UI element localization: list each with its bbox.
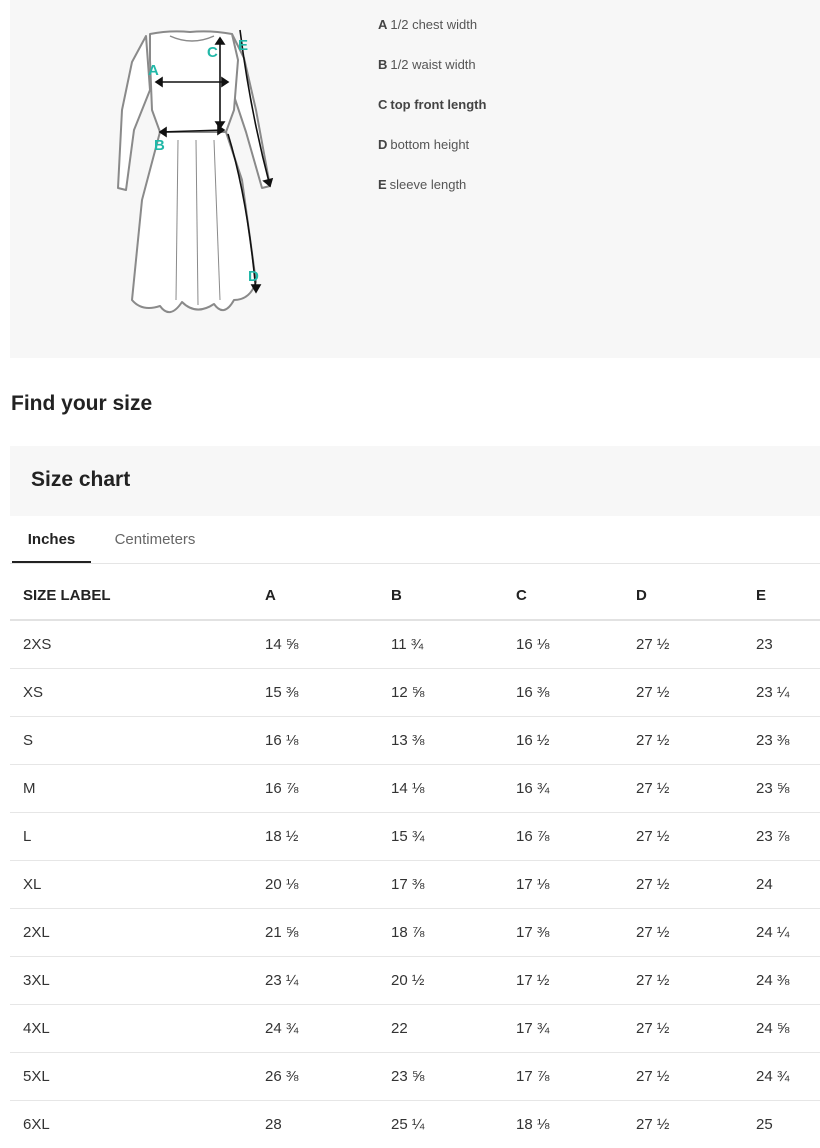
legend-text: 1/2 waist width: [390, 57, 475, 72]
size-label-cell: S: [10, 717, 265, 765]
column-header-c: C: [516, 572, 636, 620]
e-cell: 23 ⅝: [756, 765, 820, 813]
d-cell: 27 ½: [636, 765, 756, 813]
measurement-legend: [378, 16, 486, 216]
size-label-cell: 2XS: [10, 620, 265, 669]
marker-e: E: [238, 37, 248, 54]
dress-diagram-icon: [108, 22, 288, 322]
b-cell: 11 ¾: [391, 620, 516, 669]
c-cell: 17 ½: [516, 957, 636, 1005]
size-chart-title: Size chart: [31, 468, 130, 492]
b-cell: 13 ⅜: [391, 717, 516, 765]
size-label-cell: XL: [10, 861, 265, 909]
column-header-size-label: SIZE LABEL: [10, 572, 265, 620]
legend-item-e: [378, 176, 486, 216]
d-cell: 27 ½: [636, 669, 756, 717]
c-cell: 17 ⅞: [516, 1053, 636, 1101]
a-cell: 21 ⅝: [265, 909, 391, 957]
c-cell: 16 ½: [516, 717, 636, 765]
table-row: [10, 1053, 820, 1101]
find-your-size-heading: Find your size: [11, 392, 152, 416]
a-cell: 16 ⅛: [265, 717, 391, 765]
table-row: [10, 717, 820, 765]
column-header-a: A: [265, 572, 391, 620]
d-cell: 27 ½: [636, 1053, 756, 1101]
size-label-cell: 2XL: [10, 909, 265, 957]
tab-centimeters[interactable]: Centimeters: [102, 516, 208, 562]
e-cell: 23 ⅞: [756, 813, 820, 861]
marker-a: A: [148, 62, 159, 79]
size-label-cell: L: [10, 813, 265, 861]
table-row: [10, 957, 820, 1005]
b-cell: 12 ⅝: [391, 669, 516, 717]
size-chart-header: [10, 446, 820, 516]
size-label-cell: 6XL: [10, 1101, 265, 1148]
d-cell: 27 ½: [636, 620, 756, 669]
d-cell: 27 ½: [636, 861, 756, 909]
b-cell: 14 ⅛: [391, 765, 516, 813]
size-label-cell: 3XL: [10, 957, 265, 1005]
legend-key: D: [378, 137, 387, 152]
e-cell: 23 ¼: [756, 669, 820, 717]
c-cell: 17 ⅛: [516, 861, 636, 909]
size-label-cell: 5XL: [10, 1053, 265, 1101]
table-row: [10, 909, 820, 957]
e-cell: 24 ⅝: [756, 1005, 820, 1053]
legend-item-c: [378, 96, 486, 136]
b-cell: 15 ¾: [391, 813, 516, 861]
legend-text: top front length: [390, 97, 486, 112]
size-label-cell: 4XL: [10, 1005, 265, 1053]
a-cell: 20 ⅛: [265, 861, 391, 909]
b-cell: 18 ⅞: [391, 909, 516, 957]
legend-key: E: [378, 177, 387, 192]
measurement-diagram-panel: [10, 0, 820, 358]
b-cell: 25 ¼: [391, 1101, 516, 1148]
c-cell: 18 ⅛: [516, 1101, 636, 1148]
e-cell: 24: [756, 861, 820, 909]
legend-key: A: [378, 17, 387, 32]
table-row: [10, 1005, 820, 1053]
a-cell: 24 ¾: [265, 1005, 391, 1053]
a-cell: 23 ¼: [265, 957, 391, 1005]
marker-c: C: [207, 44, 218, 61]
c-cell: 17 ⅜: [516, 909, 636, 957]
marker-b: B: [154, 137, 165, 154]
e-cell: 24 ¾: [756, 1053, 820, 1101]
tab-inches[interactable]: Inches: [12, 516, 91, 563]
e-cell: 24 ¼: [756, 909, 820, 957]
e-cell: 23 ⅜: [756, 717, 820, 765]
b-cell: 23 ⅝: [391, 1053, 516, 1101]
e-cell: 23: [756, 620, 820, 669]
legend-text: bottom height: [390, 137, 469, 152]
d-cell: 27 ½: [636, 717, 756, 765]
size-table: [10, 572, 820, 1148]
c-cell: 16 ⅞: [516, 813, 636, 861]
c-cell: 16 ⅜: [516, 669, 636, 717]
e-cell: 24 ⅜: [756, 957, 820, 1005]
column-header-b: B: [391, 572, 516, 620]
table-row: [10, 620, 820, 669]
d-cell: 27 ½: [636, 957, 756, 1005]
a-cell: 15 ⅜: [265, 669, 391, 717]
legend-key: B: [378, 57, 387, 72]
legend-key: C: [378, 97, 387, 112]
legend-text: sleeve length: [390, 177, 467, 192]
a-cell: 16 ⅞: [265, 765, 391, 813]
table-header-row: [10, 572, 820, 620]
unit-tabs: [10, 516, 820, 564]
column-header-d: D: [636, 572, 756, 620]
table-row: [10, 813, 820, 861]
a-cell: 18 ½: [265, 813, 391, 861]
legend-item-a: [378, 16, 486, 56]
column-header-e: E: [756, 572, 820, 620]
c-cell: 16 ¾: [516, 765, 636, 813]
size-label-cell: XS: [10, 669, 265, 717]
c-cell: 17 ¾: [516, 1005, 636, 1053]
d-cell: 27 ½: [636, 909, 756, 957]
b-cell: 17 ⅜: [391, 861, 516, 909]
legend-text: 1/2 chest width: [390, 17, 477, 32]
size-label-cell: M: [10, 765, 265, 813]
a-cell: 14 ⅝: [265, 620, 391, 669]
e-cell: 25: [756, 1101, 820, 1148]
d-cell: 27 ½: [636, 1101, 756, 1148]
marker-d: D: [248, 268, 259, 285]
d-cell: 27 ½: [636, 813, 756, 861]
table-row: [10, 669, 820, 717]
a-cell: 26 ⅜: [265, 1053, 391, 1101]
a-cell: 28: [265, 1101, 391, 1148]
b-cell: 22: [391, 1005, 516, 1053]
table-row: [10, 861, 820, 909]
legend-item-b: [378, 56, 486, 96]
legend-item-d: [378, 136, 486, 176]
b-cell: 20 ½: [391, 957, 516, 1005]
table-row: [10, 765, 820, 813]
c-cell: 16 ⅛: [516, 620, 636, 669]
table-row: [10, 1101, 820, 1148]
d-cell: 27 ½: [636, 1005, 756, 1053]
